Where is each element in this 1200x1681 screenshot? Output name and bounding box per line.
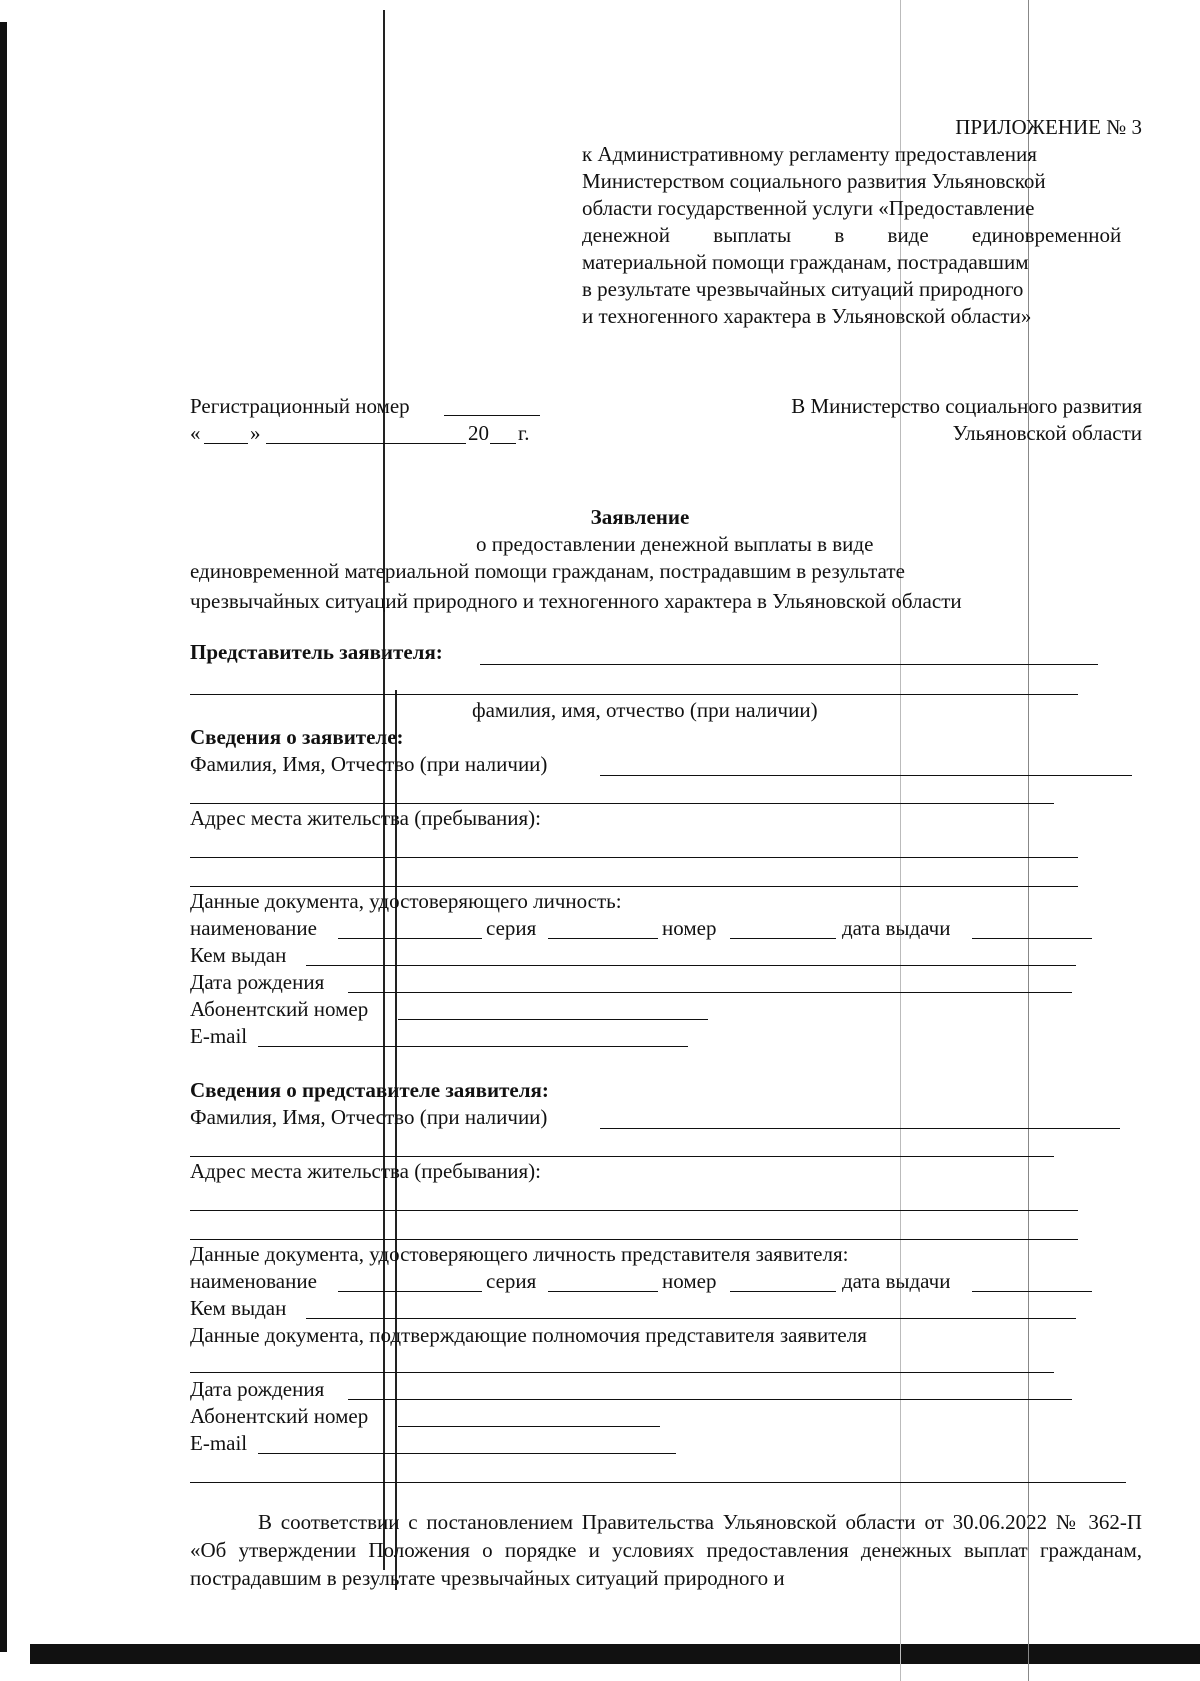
rep-address-field[interactable] (190, 1210, 1078, 1211)
rep-info-heading: Сведения о представителе заявителя: (190, 1078, 549, 1102)
applicant-address-field-2[interactable] (190, 886, 1078, 887)
applicant-doc-name-label: наименование (190, 916, 317, 940)
applicant-birth-date-label: Дата рождения (190, 970, 325, 994)
applicant-fio-field-2[interactable] (190, 803, 1054, 804)
rep-email-label: E-mail (190, 1431, 248, 1455)
rep-fio-label: Фамилия, Имя, Отчество (при наличии) (190, 1105, 548, 1129)
applicant-phone-label: Абонентский номер (190, 997, 369, 1021)
applicant-doc-name-field[interactable] (338, 938, 482, 939)
appendix-line: материальной помощи гражданам, пострадавшим (582, 250, 1029, 274)
rep-issue-date-field[interactable] (972, 1291, 1092, 1292)
applicant-issued-by-label: Кем выдан (190, 943, 287, 967)
statement-subtitle: единовременной материальной помощи гражданам, пострадавшим в результате (190, 559, 905, 583)
rep-issue-date-label: дата выдачи (842, 1269, 951, 1293)
intro-text: В соответствии с постановлением Правительства Ульяновской области от 30.06.2022 № 362-П «Об утверждении Положения о порядке и условиях предоставления денежных выплат гражданам, пострадавшим в результате чрезвычайных ситуаций природного и (190, 1510, 1142, 1590)
registration-number-label: Регистрационный номер (190, 394, 410, 418)
rep-series-field[interactable] (548, 1291, 658, 1292)
rep-issued-by-field[interactable] (306, 1318, 1076, 1319)
rep-doc-name-field[interactable] (338, 1291, 482, 1292)
intro-paragraph (190, 1508, 1142, 1592)
applicant-number-field[interactable] (730, 938, 836, 939)
rep-number-label: номер (662, 1269, 717, 1293)
appendix-line: области государственной услуги «Предоставление (582, 196, 1035, 220)
applicant-series-label: серия (486, 916, 537, 940)
applicant-fio-field[interactable] (600, 775, 1132, 776)
rep-issued-by-label: Кем выдан (190, 1296, 287, 1320)
rep-doc-name-label: наименование (190, 1269, 317, 1293)
scan-edge-left (0, 22, 7, 1652)
rep-series-label: серия (486, 1269, 537, 1293)
rep-email-field[interactable] (258, 1453, 676, 1454)
appendix-line: и техногенного характера в Ульяновской области» (582, 304, 1032, 328)
rep-birth-date-label: Дата рождения (190, 1377, 325, 1401)
rep-authority-doc-field[interactable] (190, 1372, 1054, 1373)
registration-year-field[interactable] (490, 443, 516, 444)
registration-number-field[interactable] (444, 415, 540, 416)
applicant-series-field[interactable] (548, 938, 658, 939)
registration-date-close: » (250, 421, 261, 445)
rep-fio-field[interactable] (600, 1128, 1120, 1129)
applicant-birth-date-field[interactable] (348, 992, 1072, 993)
registration-year-prefix: 20 (468, 421, 489, 445)
rep-address-field-2[interactable] (190, 1239, 1078, 1240)
applicant-issue-date-label: дата выдачи (842, 916, 951, 940)
registration-month-field[interactable] (266, 443, 466, 444)
applicant-phone-field[interactable] (398, 1019, 708, 1020)
representative-caption: фамилия, имя, отчество (при наличии) (472, 698, 818, 722)
appendix-block (582, 114, 1142, 330)
applicant-issue-date-field[interactable] (972, 938, 1092, 939)
appendix-line: в результате чрезвычайных ситуаций природного (582, 277, 1024, 301)
rep-birth-date-field[interactable] (348, 1399, 1072, 1400)
rep-fio-field-2[interactable] (190, 1156, 1054, 1157)
appendix-line: денежной выплаты в виде единовременной (582, 223, 1122, 247)
applicant-id-doc-label: Данные документа, удостоверяющего личность: (190, 889, 622, 913)
applicant-email-field[interactable] (258, 1046, 688, 1047)
representative-field-2[interactable] (190, 694, 1078, 695)
applicant-address-label: Адрес места жительства (пребывания): (190, 806, 542, 830)
statement-title: Заявление (590, 505, 690, 529)
applicant-number-label: номер (662, 916, 717, 940)
applicant-heading: Сведения о заявителе: (190, 725, 404, 749)
applicant-email-label: E-mail (190, 1024, 248, 1048)
scan-edge-bottom (30, 1644, 1200, 1664)
statement-subtitle: о предоставлении денежной выплаты в виде (476, 532, 874, 556)
applicant-address-field[interactable] (190, 857, 1078, 858)
applicant-fio-label: Фамилия, Имя, Отчество (при наличии) (190, 752, 548, 776)
addressee-line: В Министерство социального развития (791, 394, 1142, 418)
registration-date-open: « (190, 421, 201, 445)
appendix-header: ПРИЛОЖЕНИЕ № 3 (955, 115, 1142, 139)
appendix-line: Министерством социального развития Ульяновской (582, 169, 1046, 193)
registration-day-field[interactable] (204, 443, 248, 444)
statement-subtitle: чрезвычайных ситуаций природного и техногенного характера в Ульяновской области (190, 589, 962, 613)
rep-extra-field[interactable] (190, 1482, 1126, 1483)
representative-field[interactable] (480, 664, 1098, 665)
rep-id-doc-label: Данные документа, удостоверяющего личность представителя заявителя: (190, 1242, 849, 1266)
rep-phone-field[interactable] (398, 1426, 660, 1427)
rep-phone-label: Абонентский номер (190, 1404, 369, 1428)
addressee-line: Ульяновской области (952, 421, 1142, 445)
appendix-line: к Административному регламенту предоставления (582, 142, 1037, 166)
rep-number-field[interactable] (730, 1291, 836, 1292)
applicant-issued-by-field[interactable] (306, 965, 1076, 966)
registration-year-suffix: г. (518, 421, 530, 445)
rep-authority-doc-label: Данные документа, подтверждающие полномочия представителя заявителя (190, 1323, 867, 1347)
representative-label: Представитель заявителя: (190, 640, 443, 664)
rep-address-label: Адрес места жительства (пребывания): (190, 1159, 542, 1183)
